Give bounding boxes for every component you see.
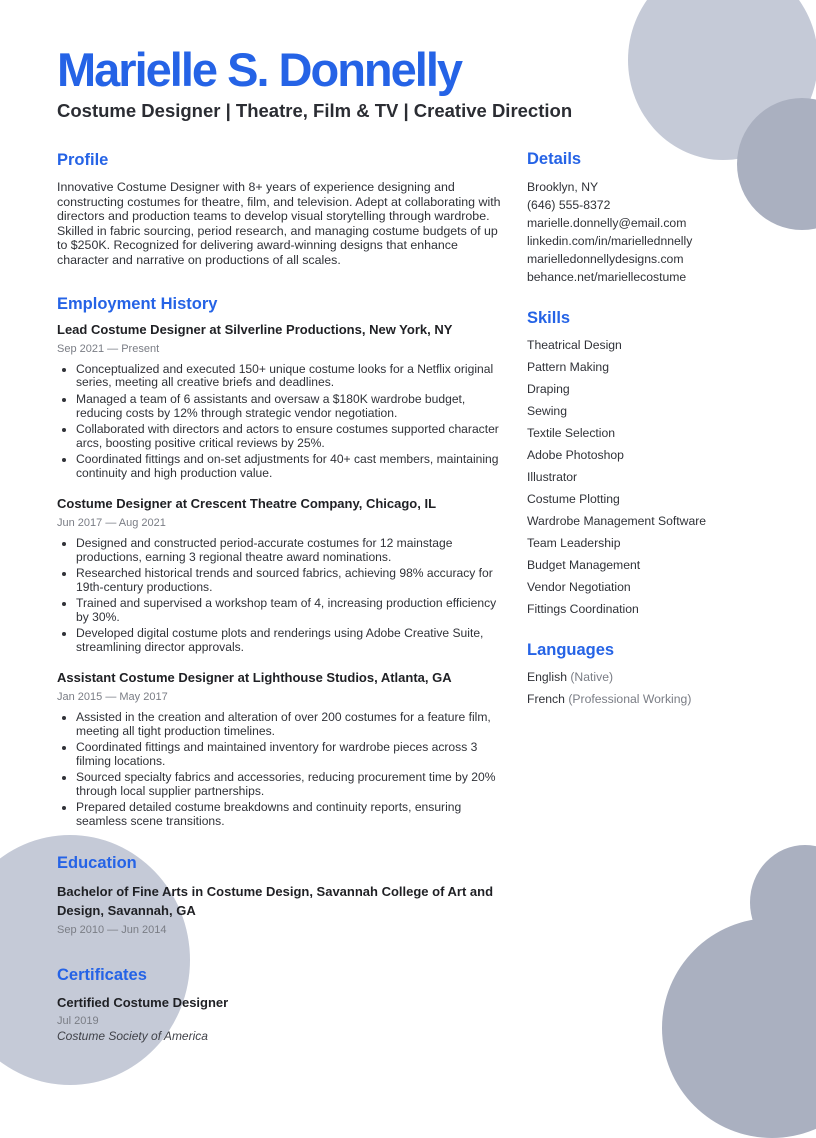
employment-section [57, 293, 502, 829]
job-bullet: • Managed a team of 6 assistants and oversaw a $180K wardrobe budget, reducing costs by 12% through strategic vendor negotiation. [76, 393, 502, 421]
job-entry [57, 669, 502, 829]
certificate-date: Jul 2019 [57, 1014, 99, 1027]
profile-section [57, 149, 502, 268]
language-level: (Professional Working) [568, 692, 692, 706]
job-bullet: • Researched historical trends and sourced fabrics, achieving 98% accuracy for 19th-century productions. [76, 567, 502, 595]
job-entry [57, 495, 502, 655]
languages-heading: Languages [527, 641, 615, 659]
languages-section [527, 639, 777, 710]
skill-item: Pattern Making [527, 360, 609, 374]
website-link[interactable]: marielledonnellydesigns.com [527, 252, 684, 266]
certificate-name: Certified Costume Designer [57, 994, 229, 1010]
certificates-section [57, 964, 502, 1043]
details-heading: Details [527, 150, 582, 168]
job-bullet: • Conceptualized and executed 150+ unique costume looks for a Netflix original series, meeting all creative briefs and deadlines. [76, 363, 502, 391]
education-heading: Education [57, 853, 137, 872]
education-degree: Bachelor of Fine Arts in Costume Design, Savannah College of Art and Design, Savannah, GA [57, 883, 494, 918]
education-dates: Sep 2010 — Jun 2014 [57, 923, 167, 936]
job-dates: Sep 2021 — Present [57, 342, 160, 355]
candidate-name: Marielle S. Donnelly [57, 43, 462, 96]
skill-item: Wardrobe Management Software [527, 514, 707, 528]
details-section [527, 148, 777, 286]
sidebar-column [527, 148, 777, 710]
job-bullet: • Sourced specialty fabrics and accessories, reducing procurement time by 20% through local supplier partnerships. [76, 771, 502, 799]
job-dates: Jan 2015 — May 2017 [57, 690, 168, 703]
phone-text: (646) 555-8372 [527, 198, 611, 212]
skill-item: Draping [527, 382, 570, 396]
job-bullet: • Assisted in the creation and alteration of over 200 costumes for a feature film, meeting all tight production timelines. [76, 711, 502, 739]
skill-item: Illustrator [527, 470, 578, 484]
location-text: Brooklyn, NY [527, 180, 599, 194]
certificates-heading: Certificates [57, 965, 147, 984]
skill-item: Textile Selection [527, 426, 616, 440]
job-title: Lead Costume Designer at Silverline Productions, New York, NY [57, 321, 453, 337]
employment-heading: Employment History [57, 294, 218, 313]
linkedin-link[interactable]: linkedin.com/in/mariellednnelly [527, 234, 693, 248]
job-bullet: • Developed digital costume plots and renderings using Adobe Creative Suite, streamlining director approvals. [76, 627, 502, 655]
skills-heading: Skills [527, 309, 571, 327]
language-item [527, 688, 777, 710]
skills-section [527, 307, 777, 620]
candidate-title: Costume Designer | Theatre, Film & TV | Creative Direction [57, 100, 573, 121]
job-bullet: • Coordinated fittings and maintained inventory for wardrobe pieces across 3 filming locations. [76, 741, 502, 769]
language-item [527, 666, 777, 688]
skill-item: Vendor Negotiation [527, 580, 631, 594]
behance-link[interactable]: behance.net/mariellecostume [527, 270, 687, 284]
education-section [57, 852, 502, 937]
language-name: English [527, 670, 567, 684]
job-bullet: • Collaborated with directors and actors to ensure costumes supported character arcs, boosting positive critical reviews by 25%. [76, 423, 502, 451]
certificate-organization: Costume Society of America [57, 1028, 208, 1043]
job-bullets [57, 711, 502, 829]
skill-item: Budget Management [527, 558, 641, 572]
profile-heading: Profile [57, 151, 109, 169]
job-bullets [57, 537, 502, 655]
skill-item: Theatrical Design [527, 338, 622, 352]
skill-item: Adobe Photoshop [527, 448, 624, 462]
job-entry [57, 321, 502, 481]
skill-item: Team Leadership [527, 536, 621, 550]
job-bullets [57, 363, 502, 481]
job-bullet: • Designed and constructed period-accurate costumes for 12 mainstage productions, earning 3 regional theatre award nominations. [76, 537, 502, 565]
job-bullet: • Coordinated fittings and on-set adjustments for 40+ cast members, maintaining continuity and high production value. [76, 453, 502, 481]
language-level: (Native) [570, 670, 614, 684]
job-title: Assistant Costume Designer at Lighthouse Studios, Atlanta, GA [57, 669, 452, 685]
job-bullet: • Prepared detailed costume breakdowns and continuity reports, ensuring seamless scene transitions. [76, 801, 502, 829]
language-name: French [527, 692, 565, 706]
skill-item: Costume Plotting [527, 492, 620, 506]
job-bullet: • Trained and supervised a workshop team of 4, increasing production efficiency by 30%. [76, 597, 502, 625]
profile-text: Innovative Costume Designer with 8+ years of experience designing and constructing costumes for theatre, film, and television. Adept at collaborating with directors and production teams to develop visual storytelling through wardrobe. Skilled in fabric sourcing, period research, and managing costume budgets of up to $250K. Recognized for delivering award-winning designs that enhance character and narrative on productions of all scales. [57, 180, 501, 267]
skill-item: Fittings Coordination [527, 602, 639, 616]
job-title: Costume Designer at Crescent Theatre Company, Chicago, IL [57, 495, 437, 511]
main-column [57, 149, 502, 1068]
job-dates: Jun 2017 — Aug 2021 [57, 516, 166, 529]
skill-item: Sewing [527, 404, 567, 418]
email-link[interactable]: marielle.donnelly@email.com [527, 216, 687, 230]
